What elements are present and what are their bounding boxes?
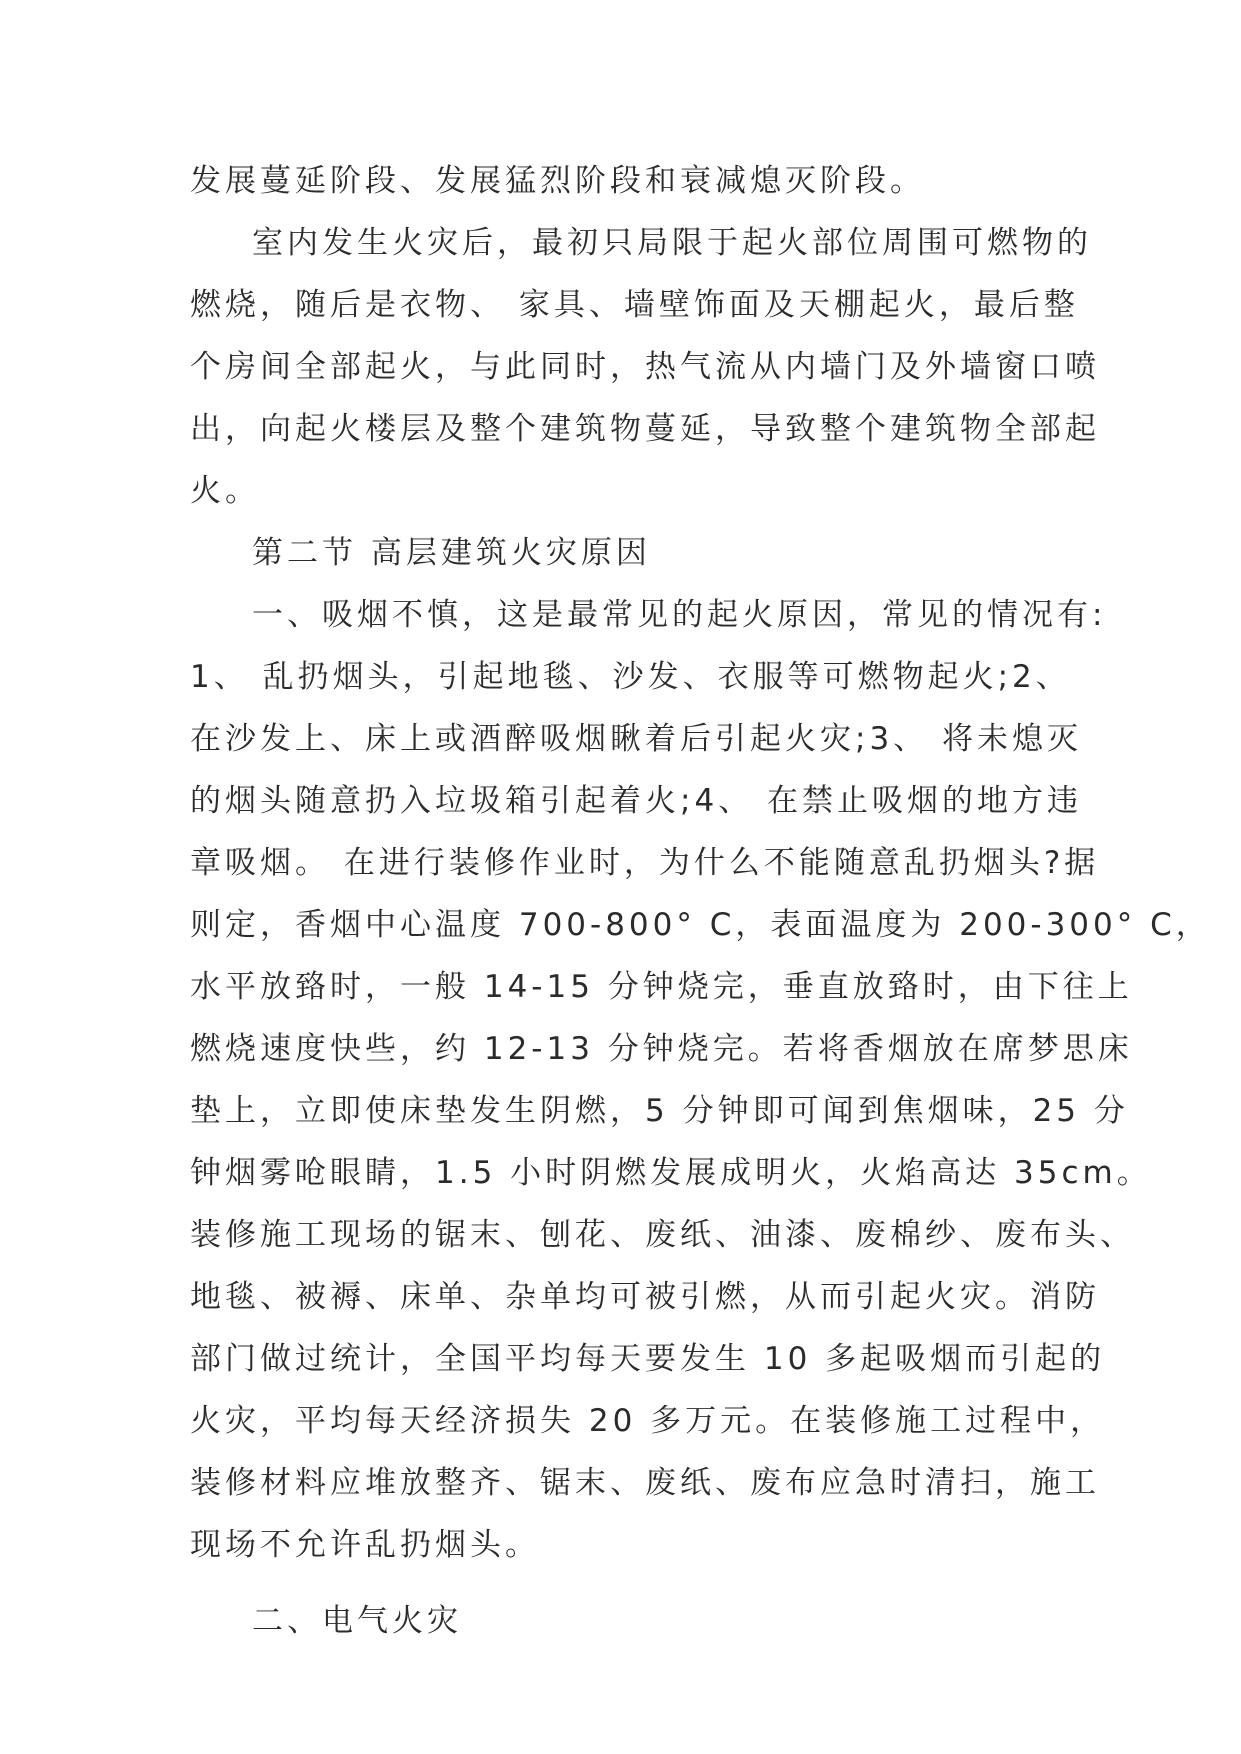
paragraph-smoking-line: 装修施工现场的锯末、刨花、废纸、油漆、废棉纱、废布头、 — [190, 1217, 1135, 1253]
paragraph-indoor-fire-line: 个房间全部起火，与此同时，热气流从内墙门及外墙窗口喷 — [190, 349, 1100, 385]
paragraph-smoking-line: 钟烟雾呛眼睛，1.5 小时阴燃发展成明火，火焰高达 35cm。 — [190, 1155, 1152, 1191]
subsection-heading: 二、电气火灾 — [252, 1603, 462, 1639]
paragraph-smoking-line: 的烟头随意扔入垃圾箱引起着火;4、 在禁止吸烟的地方违 — [190, 783, 1083, 819]
paragraph-smoking-line: 则定，香烟中心温度 700-800° C，表面温度为 200-300° C， — [190, 907, 1211, 943]
paragraph-smoking-line: 在沙发上、床上或酒醉吸烟瞅着后引起火灾;3、 将未熄灭 — [190, 721, 1083, 757]
paragraph-smoking-line: 部门做过统计，全国平均每天要发生 10 多起吸烟而引起的 — [190, 1341, 1106, 1377]
paragraph-smoking-line: 燃烧速度快些，约 12-13 分钟烧完。若将香烟放在席梦思床 — [190, 1031, 1133, 1067]
paragraph-continuation-line: 发展蔓延阶段、发展猛烈阶段和衰减熄灭阶段。 — [190, 163, 925, 199]
paragraph-smoking-line: 章吸烟。 在进行装修作业时，为什么不能随意乱扔烟头?据 — [190, 845, 1100, 881]
paragraph-smoking-line: 1、 乱扔烟头，引起地毯、沙发、衣服等可燃物起火;2、 — [190, 659, 1071, 695]
paragraph-indoor-fire-line: 出，向起火楼层及整个建筑物蔓延，导致整个建筑物全部起 — [190, 411, 1100, 447]
paragraph-smoking-line: 装修材料应堆放整齐、锯末、废纸、废布应急时清扫，施工 — [190, 1465, 1100, 1501]
paragraph-smoking-line: 一、吸烟不慎，这是最常见的起火原因，常见的情况有: — [252, 597, 1107, 633]
section-heading: 第二节 高层建筑火灾原因 — [252, 535, 651, 571]
paragraph-smoking-line: 水平放臵时，一般 14-15 分钟烧完，垂直放臵时，由下往上 — [190, 969, 1133, 1005]
paragraph-smoking-line: 地毯、被褥、床单、杂单均可被引燃，从而引起火灾。消防 — [190, 1279, 1100, 1315]
paragraph-smoking-line: 现场不允许乱扔烟头。 — [190, 1527, 540, 1563]
paragraph-smoking-line: 垫上，立即使床垫发生阴燃，5 分钟即可闻到焦烟味，25 分 — [190, 1093, 1129, 1129]
paragraph-indoor-fire-line: 室内发生火灾后，最初只局限于起火部位周围可燃物的 — [252, 225, 1092, 261]
paragraph-indoor-fire-line: 火。 — [190, 473, 260, 509]
paragraph-smoking-line: 火灾，平均每天经济损失 20 多万元。在装修施工过程中， — [190, 1403, 1106, 1439]
paragraph-indoor-fire-line: 燃烧，随后是衣物、 家具、墙壁饰面及天棚起火，最后整 — [190, 287, 1079, 323]
